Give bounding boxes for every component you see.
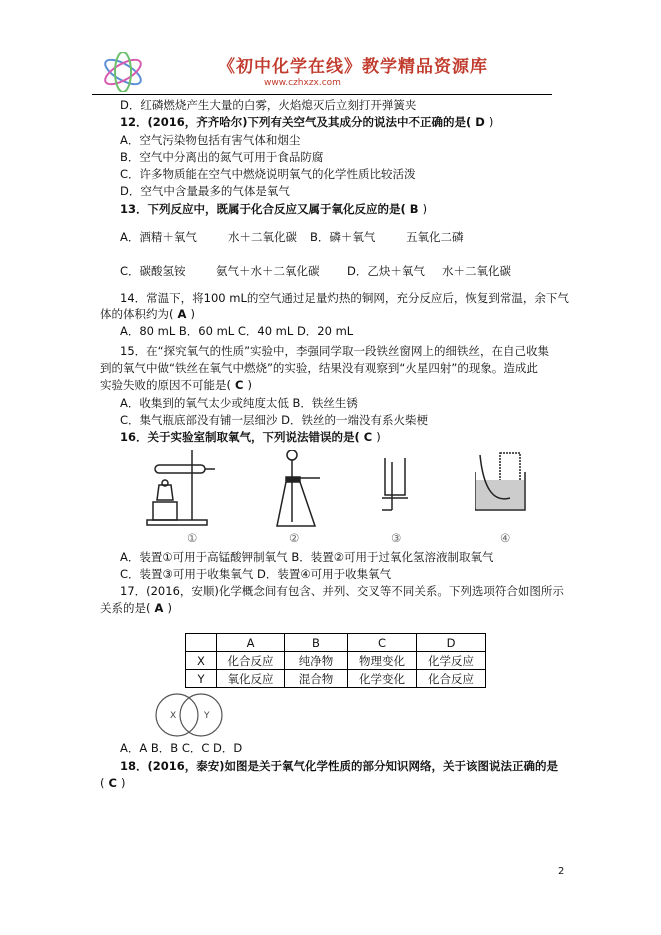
header-url: www.czhxzx.com <box>264 78 341 88</box>
q12-option: B．空气中分离出的氮气可用于食品防腐 <box>120 150 324 164</box>
table-cell: 纯净物 <box>285 652 348 670</box>
q15-close: ) <box>247 378 252 392</box>
q15-stem: 15．在“探究氧气的性质”实验中，李强同学取一段铁丝窗网上的细铁丝，在自己收集 <box>120 344 550 358</box>
q15-options-1: A．收集到的氧气太少或纯度太低 B．铁丝生锈 <box>120 396 358 410</box>
header-rule <box>92 94 552 95</box>
q13-option-d-right: 水＋二氧化碳 <box>442 264 511 278</box>
q13-option-a-right: 水＋二氧化碳 <box>228 230 297 244</box>
q17-stem-2 <box>100 600 172 616</box>
q16-stem <box>120 429 381 445</box>
q12-stem-text: 12．(2016，齐齐哈尔)下列有关空气及其成分的说法中不正确的是( <box>120 115 472 129</box>
q15-stem-2: 到的氧气中做“铁丝在氧气中燃烧”的实验，结果没有观察到“火星四射”的现象。造成此 <box>100 361 538 375</box>
q13-option-c-left: C．碳酸氢铵 <box>120 264 186 278</box>
table-header-row <box>186 634 486 652</box>
q17-stem-text: 关系的是( <box>100 601 151 615</box>
q13-answer: B <box>409 202 419 216</box>
q17-close: ) <box>167 601 172 615</box>
concept-table <box>185 633 486 688</box>
table-row <box>186 652 486 670</box>
q18-stem: 18．(2016，泰安)如图是关于氧气化学性质的部分知识网络，关于该图说法正确的是 <box>120 759 559 773</box>
q12-option: C．许多物质能在空气中燃烧说明氧气的化学性质比较活泼 <box>120 167 416 181</box>
q15-stem-3 <box>100 377 252 393</box>
table-row <box>186 670 486 688</box>
table-cell: 化合反应 <box>217 652 285 670</box>
table-cell: 化学变化 <box>348 670 417 688</box>
q16-options-2: C．装置③可用于收集氧气 D．装置④可用于收集氧气 <box>120 567 392 581</box>
q13-option-b-left: B．磷＋氧气 <box>310 230 376 244</box>
apparatus-3-figure <box>380 450 420 528</box>
apparatus-2-figure <box>275 450 330 528</box>
q16-stem-text: 16．关于实验室制取氧气，下列说法错误的是( <box>120 430 360 444</box>
table-cell: X <box>186 652 217 670</box>
q12-answer: D <box>475 115 485 129</box>
q13-stem <box>120 201 427 217</box>
q17-answer: A <box>154 601 164 615</box>
table-cell: B <box>285 634 348 652</box>
q16-options-1: A．装置①可用于高锰酸钾制氧气 B．装置②可用于过氧化氢溶液制取氧气 <box>120 550 494 564</box>
apparatus-3-label: ③ <box>391 531 402 545</box>
q16-close: ) <box>376 430 381 444</box>
header-title: 《初中化学在线》教学精品资源库 <box>218 57 488 77</box>
q18-answer: C <box>108 776 117 790</box>
table-cell: 混合物 <box>285 670 348 688</box>
q18-answer-line <box>100 775 125 791</box>
q12-close: ) <box>488 115 494 129</box>
q18-open: ( <box>100 776 105 790</box>
apparatus-2-label: ② <box>289 531 300 545</box>
q13-option-d-left: D．乙炔＋氧气 <box>347 264 425 278</box>
q12-option: A．空气污染物包括有害气体和烟尘 <box>120 133 301 147</box>
q11-option-d: D．红磷燃烧产生大量的白雾，火焰熄灭后立刻打开弹簧夹 <box>120 98 417 112</box>
table-cell: Y <box>186 670 217 688</box>
q14-answer: A <box>177 307 187 321</box>
table-cell: 物理变化 <box>348 652 417 670</box>
table-cell: A <box>217 634 285 652</box>
venn-diagram <box>154 692 226 740</box>
q13-option-c-right: 氨气＋水＋二氧化碳 <box>216 264 320 278</box>
q14-options: A．80 mL B．60 mL C．40 mL D．20 mL <box>120 324 354 338</box>
q13-close: ) <box>422 202 428 216</box>
apparatus-4-label: ④ <box>500 531 511 545</box>
table-cell <box>186 634 217 652</box>
table-cell: C <box>348 634 417 652</box>
q13-option-b-right: 五氧化二磷 <box>406 230 464 244</box>
q17-stem: 17．(2016，安顺)化学概念间有包含、并列、交叉等不同关系。下列选项符合如图所示 <box>120 584 564 598</box>
apparatus-1-figure <box>145 450 220 528</box>
q13-option-a-left: A．酒精＋氧气 <box>120 230 197 244</box>
table-cell: 氧化反应 <box>217 670 285 688</box>
q14-stem-2 <box>100 306 195 322</box>
venn-label-y: Y <box>204 711 210 721</box>
q13-stem-text: 13．下列反应中，既属于化合反应又属于氧化反应的是( <box>120 202 406 216</box>
q15-stem-text: 实验失败的原因不可能是( <box>100 378 231 392</box>
apparatus-1-label: ① <box>187 531 198 545</box>
venn-label-x: X <box>170 711 177 721</box>
table-cell: D <box>417 634 486 652</box>
q14-stem: 14．常温下，将100 mL的空气通过足量灼热的铜网，充分反应后，恢复到常温，余下气 <box>120 291 569 305</box>
table-cell: 化学反应 <box>417 652 486 670</box>
table-cell: 化合反应 <box>417 670 486 688</box>
logo-icon <box>100 52 146 92</box>
q18-close: ) <box>120 776 126 790</box>
page-number: 2 <box>558 866 565 877</box>
apparatus-4-figure <box>475 450 535 528</box>
q14-stem-text: 体的体积约为( <box>100 307 174 321</box>
q15-answer: C <box>235 378 244 392</box>
q16-answer: C <box>363 430 373 444</box>
q17-options: A．A B．B C．C D．D <box>120 741 243 755</box>
q15-options-2: C．集气瓶底部没有铺一层细沙 D．铁丝的一端没有系火柴梗 <box>120 413 429 427</box>
q12-stem <box>120 114 493 130</box>
q14-close: ) <box>190 307 195 321</box>
q12-option: D．空气中含量最多的气体是氧气 <box>120 184 290 198</box>
